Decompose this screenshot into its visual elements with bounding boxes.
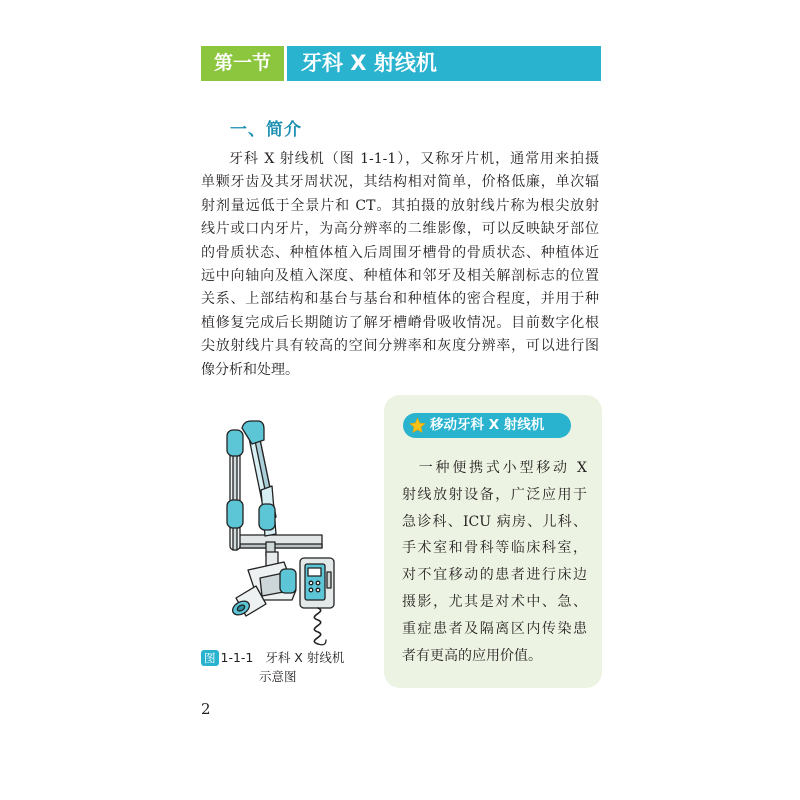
section-title: 牙科 X 射线机 [287,46,601,81]
figure-badge: 图 [201,650,219,666]
intro-line: 线片或口内牙片，为高分辨率的二维影像，可以反映缺牙部位 [201,221,599,238]
section-number-tag: 第一节 [201,46,284,81]
intro-paragraph [201,148,599,382]
intro-line: 关系、上部结构和基台与基台和种植体的密合程度，并用于种 [201,291,599,308]
sidebar-note-box [384,395,602,688]
sidebar-note-line: 射线放射设备，广泛应用于 [402,486,587,503]
intro-line: 射剂量远低于全景片和 CT。其拍摄的放射线片称为根尖放射 [201,197,599,214]
subheading: 一、简介 [230,120,302,140]
sidebar-note-title-text: 移动牙科 X 射线机 [430,417,545,433]
sidebar-note-line: 摄影，尤其是对术中、急、 [402,593,587,610]
intro-line: 植修复完成后长期随访了解牙槽嵴骨吸收情况。目前数字化根 [201,314,599,331]
sidebar-note-line: 重症患者及隔离区内传染患 [402,620,587,637]
intro-line: 的骨质状态、种植体植入后周围牙槽骨的骨质状态、种植体近 [201,244,599,261]
figure-caption [201,648,371,686]
figure-caption-line2: 示意图 [259,669,297,684]
intro-line: 远中向轴向及植入深度、种植体和邻牙及相关解剖标志的位置 [201,268,599,285]
intro-line: 像分析和处理。 [201,361,299,378]
figure-number: 1-1-1 [220,650,254,665]
figure-caption-text: 牙科 X 射线机 [265,650,345,665]
intro-line: 尖放射线片具有较高的空间分辨率和灰度分辨率，可以进行图 [201,338,599,355]
page-number: 2 [201,700,211,718]
intro-line: 单颗牙齿及其牙周状况，其结构相对简单，价格低廉，单次辐 [201,174,599,191]
sidebar-note-line: 一种便携式小型移动 X [402,460,587,476]
sidebar-note-line: 对不宜移动的患者进行床边 [402,567,587,584]
dental-xray-machine-illustration [214,418,354,650]
intro-line: 牙科 X 射线机（图 1-1-1），又称牙片机，通常用来拍摄 [229,151,599,167]
sidebar-note-line: 者有更高的应用价值。 [402,647,542,664]
sidebar-note-line: 急诊科、ICU 病房、儿科、 [402,513,587,530]
sidebar-note-line: 手术室和骨科等临床科室， [402,540,587,557]
sidebar-note-body [402,455,587,669]
section-header [201,46,601,81]
star-icon [409,417,426,434]
sidebar-note-title [403,413,571,438]
